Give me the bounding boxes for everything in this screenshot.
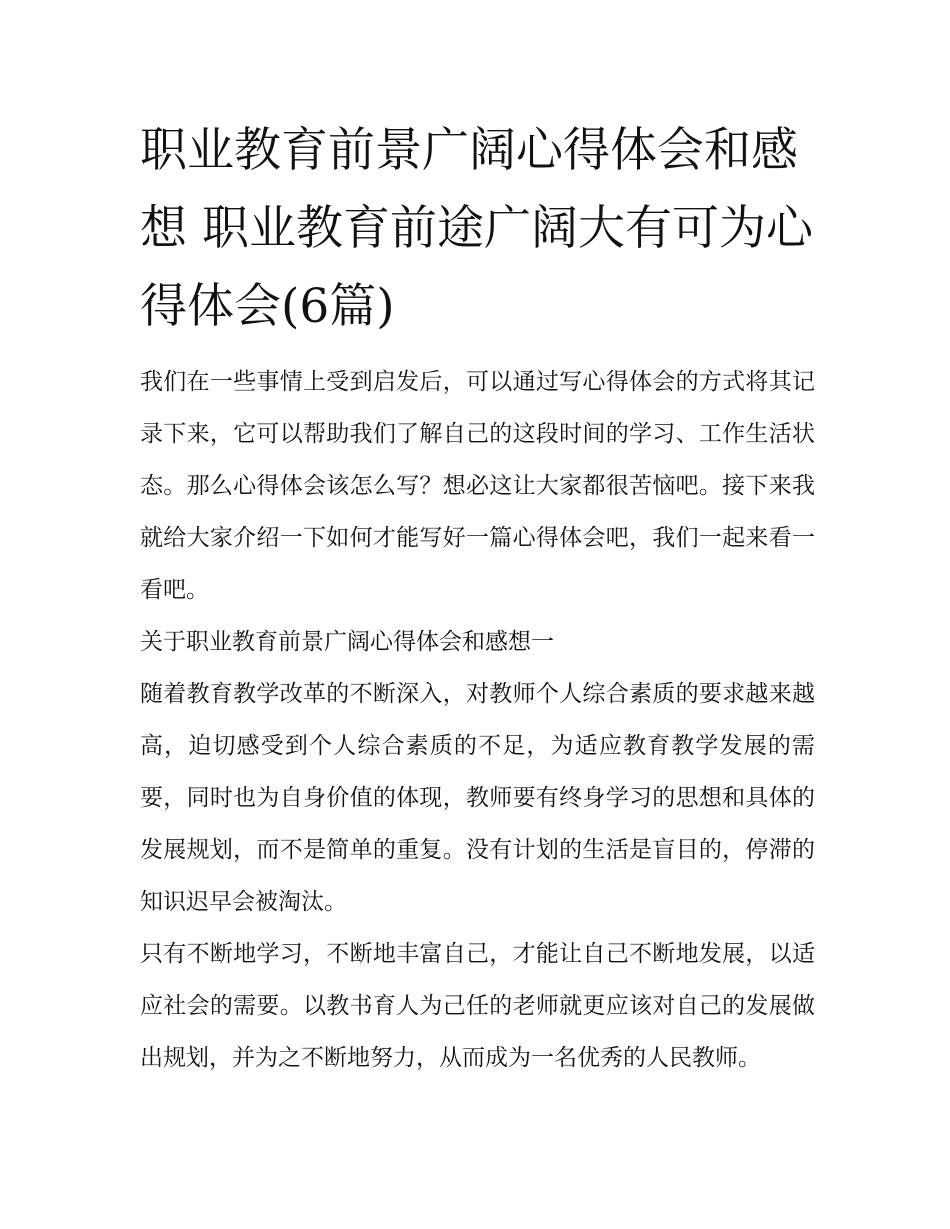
body-paragraph: 只有不断地学习，不断地丰富自己，才能让自己不断地发展，以适应社会的需要。以教书育人为己任的老师就更应该对自己的发展做出规划，并为之不断地努力，从而成为一名优秀的人民教师。 [140, 941, 815, 1071]
body-paragraph: 随着教育教学改革的不断深入，对教师个人综合素质的要求越来越高，迫切感受到个人综合素质的不足，为适应教育教学发展的需要，同时也为自身价值的体现，教师要有终身学习的思想和具体的发展规划，而不是简单的重复。没有计划的生活是盲目的，停滞的知识迟早会被淘汰。 [140, 681, 815, 915]
document-title: 职业教育前景广阔心得体会和感想 职业教育前途广阔大有可为心得体会(6篇) [140, 123, 813, 334]
document-page [140, 112, 815, 1084]
section-heading: 关于职业教育前景广阔心得体会和感想一 [140, 629, 554, 655]
intro-paragraph: 我们在一些事情上受到启发后，可以通过写心得体会的方式将其记录下来，它可以帮助我们了解自己的这段时间的学习、工作生活状态。那么心得体会该怎么写？想必这让大家都很苦恼吧。接下来我就给大家介绍一下如何才能写好一篇心得体会吧，我们一起来看一看吧。 [140, 369, 815, 603]
